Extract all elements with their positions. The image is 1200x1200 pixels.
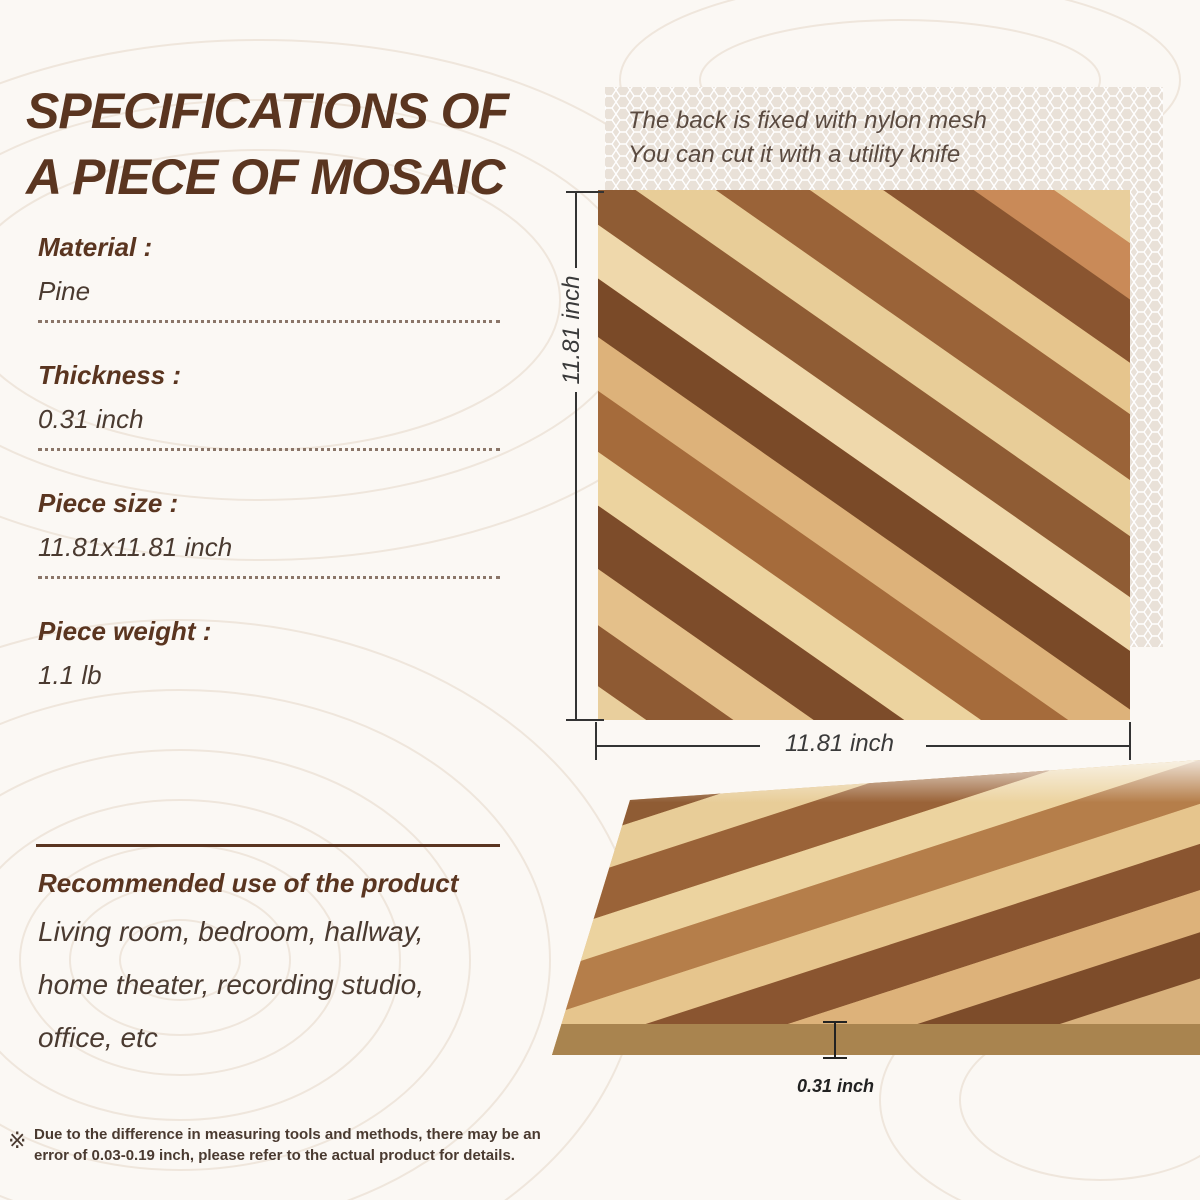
spec-label: Material : [38, 232, 153, 262]
recommended-use-line: Living room, bedroom, hallway, [38, 916, 424, 947]
thickness-dimension-label: 0.31 inch [797, 1076, 875, 1096]
spec-value: Pine [38, 276, 91, 306]
note-mark-icon: ※ [8, 1128, 27, 1153]
recommended-use-line: home theater, recording studio, [38, 969, 425, 1000]
mesh-back-caption [628, 104, 987, 172]
height-dimension-label: 11.81 inch [558, 275, 585, 385]
spec-value: 11.81x11.81 inch [38, 532, 233, 562]
recommended-use-line: office, etc [38, 1022, 158, 1053]
recommended-use-heading: Recommended use of the product [38, 868, 459, 898]
spec-label: Thickness : [38, 360, 182, 390]
spec-value: 0.31 inch [38, 404, 144, 434]
width-dimension-label: 11.81 inch [785, 730, 894, 757]
disclaimer-note: Due to the difference in measuring tools and methods, there may be an error of 0.03-0.19 inch, please refer to the actual product for details. [34, 1126, 541, 1164]
spec-label: Piece size : [38, 488, 179, 518]
spec-value: 1.1 lb [38, 660, 102, 690]
spec-label: Piece weight : [38, 616, 212, 646]
title-line-1: SPECIFICATIONS OF [26, 83, 509, 139]
title-line-2: A PIECE OF MOSAIC [26, 149, 505, 205]
mesh-caption-line-2: You can cut it with a utility knife [628, 141, 961, 168]
mesh-caption-line-1: The back is fixed with nylon mesh [628, 107, 987, 134]
